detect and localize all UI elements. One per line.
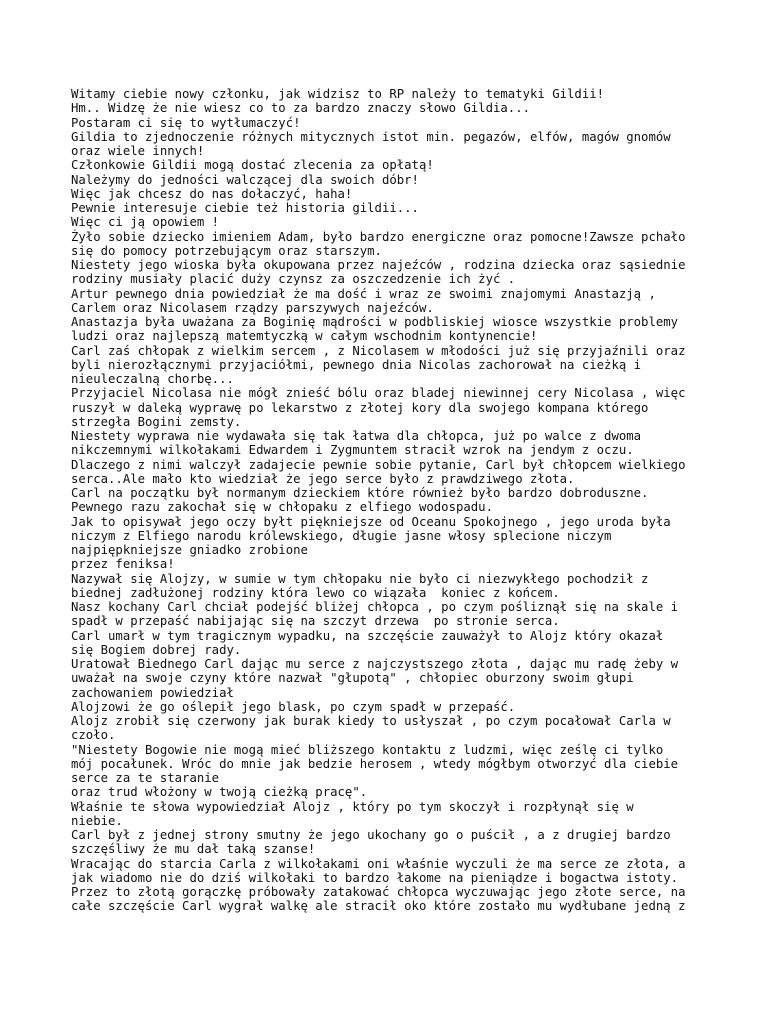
text-line: nieuleczalną chorbę... xyxy=(71,372,234,386)
text-line: "Niestety Bogowie nie mogą mieć bliższego kontaktu z ludzmi, więc ześlę ci tylko xyxy=(71,742,664,757)
text-line: Carl zaś chłopak z wielkim sercem , z Nicolasem w młodości już się przyjaźnili oraz xyxy=(71,343,686,358)
text-line: jak wiadomo nie do dziś wilkołaki to bardzo łakome na pieniądze i bogactwa istoty. xyxy=(71,870,679,885)
text-line: Dlaczego z nimi walczył zadajecie pewnie sobie pytanie, Carl był chłopcem wielkiego xyxy=(71,457,686,472)
text-line: Należymy do jedności walczącej dla swoich dóbr! xyxy=(71,172,419,187)
text-line: oraz trud włożony w twoją cieżką pracę". xyxy=(71,785,368,800)
text-line: czoło. xyxy=(71,728,116,743)
text-line: Artur pewnego dnia powiedział że ma dość i wraz ze swoimi znajomymi Anastazją , xyxy=(71,286,656,301)
text-line: Alojzowi że go oślepił jego blask, po czym spadł w przepaść. xyxy=(71,699,516,714)
text-line: Hm.. Widzę że nie wiesz co to za bardzo znaczy słowo Gildia... xyxy=(71,101,531,116)
text-line: Niestety jego wioska była okupowana przez najeźców , rodzina dziecka oraz sąsiednie xyxy=(71,258,686,272)
text-line: strzegła Bogini zemsty. xyxy=(71,414,242,429)
text-line: mój pocałunek. Wróc do mnie jak bedzie herosem , wtedy mógłbym otworzyć dla ciebie xyxy=(71,756,679,771)
text-line: Przyjaciel Nicolasa nie mógł znieść bólu oraz bladej niewinnej cery Nicolasa , więc xyxy=(71,386,686,401)
text-line: ludzi oraz najlepszą matemtyczką w całym wschodnim kontynencie! xyxy=(71,329,538,344)
text-line: serca..Ale mało kto wiedział że jego serce było z prawdziwego złota. xyxy=(71,471,575,486)
text-line: nikczemnymi wilkołakami Edwardem i Zygmuntem stracił wzrok na jendym z oczu. xyxy=(71,443,634,458)
text-line: byli nierozłącznymi przyjaciółmi, pewnego dnia Nicolas zachorował na cieżką i xyxy=(71,357,642,372)
text-line: Alojz zrobił się czerwony jak burak kiedy to usłyszał , po czym pocałował Carla w xyxy=(71,714,671,728)
text-line: niczym z Elfiego narodu królewskiego, długie jasne włosy splecione niczym xyxy=(71,528,612,543)
text-line: Postaram ci się to wytłumaczyć! xyxy=(71,115,301,130)
text-line: przez feniksa! xyxy=(71,557,175,572)
text-line: Pewnego razu zakochał się w chłopaku z elfiego wodospadu. xyxy=(71,500,493,515)
text-line: najpiępkniejsze gniadko zrobione xyxy=(71,543,308,557)
text-line: biednej zadłużonej rodziny która lewo co wiązała koniec z końcem. xyxy=(71,585,560,600)
text-line: Carl umarł w tym tragicznym wypadku, na szczęście zauważył to Alojz który okazał xyxy=(71,628,664,643)
text-line: Carl był z jednej strony smutny że jego ukochany go o puścił , a z drugiej bardzo xyxy=(71,828,671,842)
text-line: Pewnie interesuje ciebie też historia gildii... xyxy=(71,201,419,215)
text-line: spadł w przepaść nabijając się na szczyt drzewa po stronie serca. xyxy=(71,614,560,629)
text-line: Jak to opisywał jego oczy byłt piękniejsze od Oceanu Spokojnego , jego uroda była xyxy=(71,514,671,529)
text-line: całe szczęście Carl wygrał walkę ale stracił oko które zostało mu wydłubane jedną z xyxy=(71,899,686,914)
text-line: Gildia to zjednoczenie różnych mitycznych istot min. pegazów, elfów, magów gnomów xyxy=(71,129,671,144)
text-line: oraz wiele innych! xyxy=(71,144,205,158)
text-line: Żyło sobie dziecko imieniem Adam, było bardzo energiczne oraz pomocne!Zawsze pchało xyxy=(71,229,686,244)
document-text xyxy=(71,87,711,914)
text-line: Witamy ciebie nowy członku, jak widzisz to RP należy to tematyki Gildii! xyxy=(71,87,605,101)
text-line: Więc ci ją opowiem ! xyxy=(71,215,220,230)
text-line: Członkowie Gildii mogą dostać zlecenia za opłatą! xyxy=(71,158,434,173)
text-line: serce za te staranie xyxy=(71,771,220,785)
text-line: niebie. xyxy=(71,813,123,828)
text-line: Carlem oraz Nicolasem rządzy parszywych najeźców. xyxy=(71,300,434,315)
text-line: rodziny musiały placić duży czynsz za oszczedzenie ich żyć . xyxy=(71,272,516,287)
text-line: Uratował Biednego Carl dając mu serce z najczystszego złota , dając mu radę żeby w xyxy=(71,657,679,671)
text-line: Nasz kochany Carl chciał podejść bliżej chłopca , po czym pośliznął się na skale i xyxy=(71,600,679,614)
text-line: Niestety wyprawa nie wydawała się tak łatwa dla chłopca, już po walce z dwoma xyxy=(71,429,642,443)
text-line: się do pomocy potrzebującym oraz starszym. xyxy=(71,243,382,258)
text-line: zachowaniem powiedział xyxy=(71,685,234,700)
text-line: ruszył w daleką wyprawę po lekarstwo z złotej kory dla swojego kompana którego xyxy=(71,400,649,415)
text-line: szczęśliwy że mu dał taką szanse! xyxy=(71,842,316,857)
text-line: Przez to złotą gorączkę próbowały zatakować chłopca wyczuwając jego złote serce, na xyxy=(71,885,686,899)
text-line: Anastazja była uważana za Boginię mądrości w podbliskiej wiosce wszystkie problemy xyxy=(71,315,679,329)
text-line: Właśnie te słowa wypowiedział Alojz , który po tym skoczył i rozpłynął się w xyxy=(71,799,634,814)
text-line: Nazywał się Alojzy, w sumie w tym chłopaku nie było ci niezwykłego pochodził z xyxy=(71,571,649,586)
text-line: Carl na początku był normanym dzieckiem które również było bardzo dobroduszne. xyxy=(71,486,649,500)
text-line: uważał na swoje czyny które nazwał "głupotą" , chłopiec oburzony swoim głupi xyxy=(71,671,634,686)
text-line: Wracając do starcia Carla z wilkołakami oni właśnie wyczuli że ma serce ze złota, a xyxy=(71,856,686,871)
text-line: się Bogiem dobrej rady. xyxy=(71,642,242,657)
text-line: Więc jak chcesz do nas dołaczyć, haha! xyxy=(71,186,353,201)
